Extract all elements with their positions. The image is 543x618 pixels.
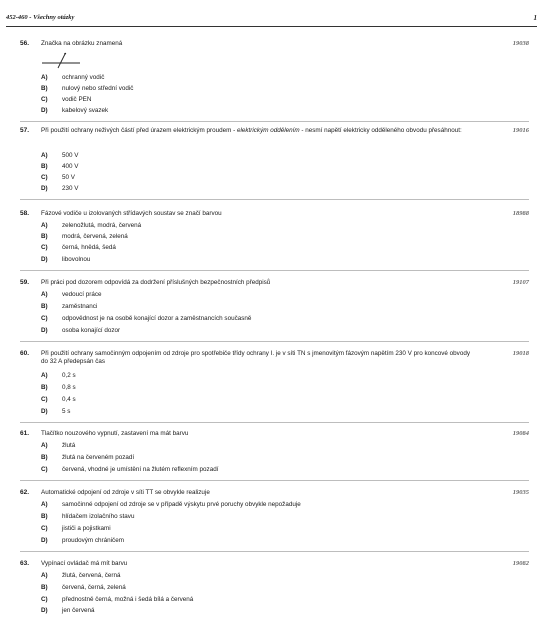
answer-a — [0, 442, 543, 452]
answer-letter: D) — [41, 327, 48, 334]
question-number: 61. — [20, 430, 30, 437]
question-divider — [20, 341, 529, 342]
answer-c — [0, 396, 543, 406]
answer-d — [0, 107, 543, 117]
answer-text: červená, vhodné je umístění na žlutém reflexním pozadí — [62, 466, 219, 473]
answer-b — [0, 163, 543, 173]
answer-letter: B) — [41, 384, 48, 391]
page-header — [6, 14, 537, 27]
answer-letter: B) — [41, 163, 48, 170]
answer-c — [0, 174, 543, 184]
answer-text: 230 V — [62, 185, 79, 192]
question-code: 19035 — [512, 489, 529, 496]
answer-letter: D) — [41, 607, 48, 614]
answer-letter: C) — [41, 96, 48, 103]
answer-letter: D) — [41, 537, 48, 544]
answer-text: 50 V — [62, 174, 75, 181]
answer-text: hlídačem izolačního stavu — [62, 513, 135, 520]
answer-letter: B) — [41, 233, 48, 240]
answer-letter: A) — [41, 501, 48, 508]
answer-letter: A) — [41, 222, 48, 229]
answer-text: osoba konající dozor — [62, 327, 121, 334]
page-number: 1 — [533, 14, 537, 22]
answer-text: libovolnou — [62, 256, 91, 263]
answer-c — [0, 466, 543, 476]
header-title: 452-460 - Všechny otázky — [6, 14, 75, 21]
answer-c — [0, 96, 543, 106]
answer-text: proudovým chráničem — [62, 537, 124, 544]
answer-letter: A) — [41, 152, 48, 159]
answer-letter: D) — [41, 185, 48, 192]
answer-text: 500 V — [62, 152, 79, 159]
question-text: Při použití ochrany neživých částí před úrazem elektrickým proudem - elektrickým oddělením - nesmí napětí elektricky odděleného obvodu přesáhnout: — [41, 127, 462, 134]
question-number: 57. — [20, 127, 30, 134]
question-number: 58. — [20, 210, 30, 217]
question-divider — [20, 199, 529, 200]
question-text: Vypínací ovládač má mít barvu — [41, 560, 128, 567]
question-number: 56. — [20, 40, 30, 47]
question-code: 19018 — [512, 350, 529, 357]
answer-text: nulový nebo střední vodič — [62, 85, 134, 92]
question-divider — [20, 270, 529, 271]
answer-a — [0, 222, 543, 232]
question-text: Automatické odpojení od zdroje v síti TT se obvykle realizuje — [41, 489, 210, 496]
answer-a — [0, 501, 543, 511]
answer-d — [0, 327, 543, 337]
question-divider — [20, 121, 529, 122]
answer-letter: B) — [41, 303, 48, 310]
answer-d — [0, 256, 543, 266]
question-code: 19084 — [512, 430, 529, 437]
question-text: Při práci pod dozorem odpovídá za dodržení příslušných bezpečnostních předpisů — [41, 279, 271, 286]
answer-text: vodič PEN — [62, 96, 92, 103]
answer-letter: A) — [41, 572, 48, 579]
answer-a — [0, 152, 543, 162]
question-number: 62. — [20, 489, 30, 496]
question-divider — [20, 422, 529, 423]
answer-text: žlutá, červená, černá — [62, 572, 121, 579]
answer-b — [0, 85, 543, 95]
question-code: 19107 — [512, 279, 529, 286]
answer-b — [0, 303, 543, 313]
answer-letter: C) — [41, 466, 48, 473]
answer-b — [0, 384, 543, 394]
question-number: 63. — [20, 560, 30, 567]
answer-text: 400 V — [62, 163, 79, 170]
answer-b — [0, 454, 543, 464]
question-text: Tlačítko nouzového vypnutí, zastavení ma mát barvu — [41, 430, 189, 437]
question-code: 19082 — [512, 560, 529, 567]
answer-b — [0, 513, 543, 523]
answer-letter: C) — [41, 174, 48, 181]
question-code: 19016 — [512, 127, 529, 134]
answer-letter: A) — [41, 291, 48, 298]
answer-letter: D) — [41, 408, 48, 415]
question-text: Fázové vodiče u izolovaných střídavých soustav se značí barvou — [41, 210, 222, 217]
question-number: 60. — [20, 350, 30, 357]
answer-letter: B) — [41, 85, 48, 92]
answer-letter: C) — [41, 244, 48, 251]
answer-text: zaměstnanci — [62, 303, 98, 310]
answer-d — [0, 408, 543, 418]
answer-text: černá, hnědá, šedá — [62, 244, 116, 251]
answer-letter: A) — [41, 442, 48, 449]
protective-conductor-symbol-icon — [41, 50, 81, 70]
answer-a — [0, 372, 543, 382]
answer-letter: C) — [41, 315, 48, 322]
answer-letter: D) — [41, 107, 48, 114]
answer-a — [0, 572, 543, 582]
answer-a — [0, 74, 543, 84]
answer-letter: C) — [41, 596, 48, 603]
answer-text: samočinné odpojení od zdroje se v případě výskytu prvé poruchy obvykle nepožaduje — [62, 501, 301, 508]
answer-text: jen červená — [62, 607, 95, 614]
answer-letter: C) — [41, 396, 48, 403]
answer-text: zelenožlutá, modrá, červená — [62, 222, 142, 229]
answer-text: kabelový svazek — [62, 107, 109, 114]
answer-d — [0, 607, 543, 617]
question-code: 19038 — [512, 40, 529, 47]
answer-c — [0, 525, 543, 535]
answer-text: žlutá na červeném pozadí — [62, 454, 135, 461]
answer-text: ochranný vodič — [62, 74, 105, 81]
answer-text: 5 s — [62, 408, 71, 415]
answer-letter: B) — [41, 584, 48, 591]
answer-text: jističi a pojistkami — [62, 525, 111, 532]
answer-letter: D) — [41, 256, 48, 263]
answer-text: 0,4 s — [62, 396, 76, 403]
answer-text: modrá, červená, zelená — [62, 233, 128, 240]
answer-text: 0,8 s — [62, 384, 76, 391]
answer-letter: B) — [41, 513, 48, 520]
question-number: 59. — [20, 279, 30, 286]
answer-c — [0, 244, 543, 254]
answer-b — [0, 233, 543, 243]
question-code: 18988 — [512, 210, 529, 217]
question-divider — [20, 551, 529, 552]
answer-text: vedoucí práce — [62, 291, 102, 298]
answer-c — [0, 315, 543, 325]
answer-d — [0, 185, 543, 195]
answer-text: žlutá — [62, 442, 76, 449]
answer-text: 0,2 s — [62, 372, 76, 379]
question-text: Značka na obrázku znamená — [41, 40, 123, 47]
answer-text: přednostně černá, možná i šedá bílá a červená — [62, 596, 194, 603]
answer-letter: B) — [41, 454, 48, 461]
answer-letter: A) — [41, 372, 48, 379]
answer-a — [0, 291, 543, 301]
answer-text: červená, černá, zelená — [62, 584, 126, 591]
answer-letter: A) — [41, 74, 48, 81]
question-text: Při použití ochrany samočinným odpojením od zdroje pro spotřebiče třídy ochrany I. je v síti TN s jmenovitým fázovým napětím 230 V pro koncové obvody do 32 A předepsán čas — [41, 350, 470, 365]
question-divider — [20, 480, 529, 481]
answer-c — [0, 596, 543, 606]
answer-b — [0, 584, 543, 594]
answer-letter: C) — [41, 525, 48, 532]
answer-d — [0, 537, 543, 547]
answer-text: odpovědnost je na osobě konající dozor a zaměstnancích současně — [62, 315, 252, 322]
